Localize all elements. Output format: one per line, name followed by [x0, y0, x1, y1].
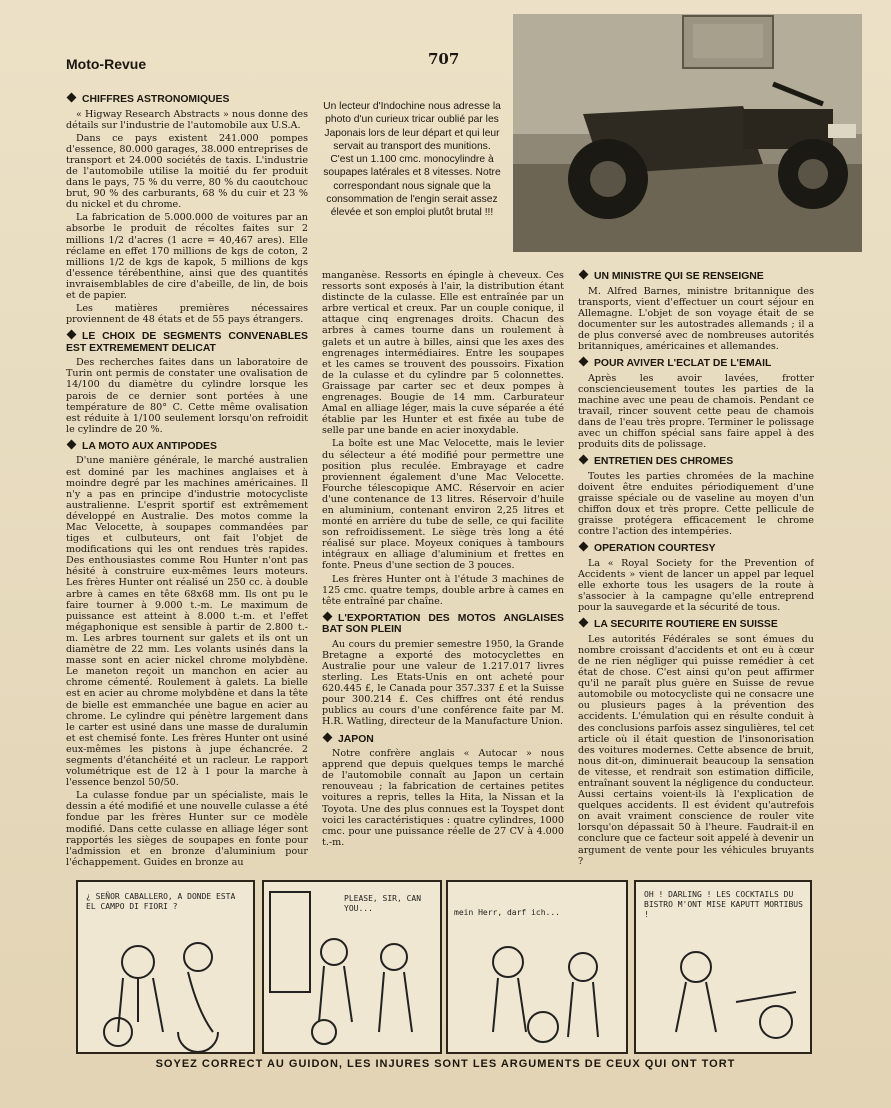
- diamond-icon: [579, 455, 589, 465]
- heading-text: UN MINISTRE QUI SE RENSEIGNE: [594, 271, 764, 282]
- diamond-icon: [67, 439, 77, 449]
- diamond-icon: [323, 611, 333, 621]
- page-number: 707: [428, 50, 460, 68]
- paragraph: Après les avoir lavées, frotter consciencieusement toutes les parties de la machine avec une peau de chamois. Pendant ce travail, rincer souvent cette peau de chamois dans de l'eau très propre. Terminer le polissage avec un chiffon spécial sans faire appel à des produits dits de polissage.: [578, 372, 814, 451]
- paragraph: M. Alfred Barnes, ministre britannique des transports, vient d'effectuer un court séjour en Allemagne. L'objet de son voyage était de se documenter sur les autostrades allemands ; il a de plus conversé avec de nombreuses autorités britanniques, américaines et allemandes.: [578, 285, 814, 352]
- speech-bubble: PLEASE, SIR, CAN YOU...: [344, 894, 422, 913]
- paragraph: manganèse. Ressorts en épingle à cheveux. Ces ressorts sont exposés à l'air, la distribution étant distincte de la culasse. Elle est entraînée par un arbre vertical et creux. Par un couple conique, il attaque cinq engrenages droits. Chacun des arbres à cames tourne dans un roulement à galets et un autre à billes, ainsi que les axes des engrenages intermédiaires. Entre les soupapes et les cames se trouvent des poussoirs. Fixation de la culasse et du cylindre par 5 colonnettes. Graissage par carter sec et deux pompes à engrenages. Bougie de 14 mm. Carburateur Amal en alliage léger, mais la cuve séparée a été établie par les Hunter et est fixée au tube de selle par une bande en acier inoxydable.: [322, 270, 564, 437]
- paragraph: Dans ce pays existent 241.000 pompes d'essence, 80.000 garages, 38.000 entreprises de transport et 24.000 sociétés de taxis. L'industrie de l'automobile utilise la moitié du fer produit dans le pays, 75 % du verre, 80 % du caoutchouc brut, 90 % des carburants, 68 % du cuir et 23 % du nickel et du chrome.: [66, 132, 308, 211]
- footer-slogan: SOYEZ CORRECT AU GUIDON, LES INJURES SONT LES ARGUMENTS DE CEUX QUI ONT TORT: [155, 1058, 736, 1070]
- paragraph: La « Royal Society for the Prevention of Accidents » vient de lancer un appel par lequel elle exhorte tous les usagers de la route à s'associer à la campagne qu'elle entreprend pour la sauvegarde et la sécurité de tous.: [578, 557, 814, 614]
- paragraph: Au cours du premier semestre 1950, la Grande Bretagne a exporté des motocyclettes en Australie pour une valeur de 1.217.017 livres sterling. Les Etats-Unis en ont acheté pour 620.445 £, le Canada pour 357.337 £ et la Suisse pour 300.214 £. Ces chiffres ont été rendus publics au cours d'une conférence faite par M. H.R. Watling, directeur de la Manufacture Union.: [322, 638, 564, 728]
- heading-text: LE CHOIX DE SEGMENTS CONVENABLES EST EXTREMEMENT DELICAT: [66, 331, 308, 354]
- heading-japon: [322, 734, 564, 746]
- speech-bubble: ¿ SEÑOR CABALLERO, A DONDE ESTA EL CAMPO DI FIORI ?: [86, 892, 236, 911]
- heading-chromes: [578, 456, 814, 468]
- diamond-icon: [67, 93, 77, 103]
- cartoon-panel-3: [446, 880, 628, 1054]
- diamond-icon: [579, 357, 589, 367]
- heading-chiffres: [66, 94, 308, 106]
- speech-bubble: mein Herr, darf ich...: [454, 908, 560, 917]
- heading-text: LA SECURITE ROUTIERE EN SUISSE: [594, 619, 778, 631]
- diamond-icon: [323, 732, 333, 742]
- paragraph: Les autorités Fédérales se sont émues du nombre croissant d'accidents et ont eu à cœur de ne rien négliger qui puisse remédier à cet état de chose. C'est ainsi qu'on peut affirmer qu'il ne paraît plus guère en Suisse de revue automobile ou motocycliste qui ne consacre une ou plusieurs pages à la prévention des accidents. L'émulation qui en résulte conduit à des conclusions parfois assez singulières, tel cet article où il était question de l'insonorisation des voitures modernes. Cette absence de bruit, nous dit-on, diminuerait beaucoup la sensation de vitesse, et rendrait son estimation difficile, entraînant souvent la négligence du conducteur. Aussi certains voient-ils là l'explication de quelques accidents. Il est évident qu'autrefois on avait vraiment conscience de rouler vite lorsqu'on dépassait 50 à l'heure. Faudrait-il en conclure que ce facteur soit appelé à devenir un argument de vente pour les véhicules bruyants ?: [578, 633, 814, 867]
- diamond-icon: [579, 542, 589, 552]
- paragraph: Les matières premières nécessaires proviennent de 48 états et de 55 pays étrangers.: [66, 303, 308, 326]
- tricar-photo: [513, 14, 862, 252]
- paragraph: Toutes les parties chromées de la machine doivent être enduites périodiquement d'une graisse spéciale ou de vaseline au moyen d'un chiffon doux et très propre. Cette pellicule de graisse protégera efficacement le chrome contre l'action des intempéries.: [578, 470, 814, 538]
- column-1: [66, 88, 308, 874]
- heading-courtesy: [578, 543, 814, 555]
- column-2: [322, 270, 564, 874]
- cartoon-panel-4: [634, 880, 812, 1054]
- paragraph: La boîte est une Mac Velocette, mais le levier du sélecteur a été modifié pour permettre une position plus reculée. Embrayage et cadre proviennent également d'une Mac Velocette. Fourche télescopique AMC. Réservoir en acier d'une contenance de 13 litres. Réservoir d'huile en aluminium, contenant environ 2,25 litres et monté en arrière du tube de selle, ce qui facilite son refroidissement. Le siège très long a été réalisé sur place. Moyeux coniques à tambours intégraux en alliage d'aluminium et frettes en fonte. Pneus d'une section de 3 pouces.: [322, 438, 564, 572]
- paragraph: La fabrication de 5.000.000 de voitures par an absorbe le produit de récoltes faites sur 2 millions 1/2 d'acres (1 acre = 40,467 ares). Elle réclame en effet 170 millions de kgs de coton, 2 millions 1/2 de kgs de kapok, 5 millions de kgs d'essence térébenthine, ainsi que des quantités invraisemblables de cire d'abeille, de lin, de bois et de papier.: [66, 212, 308, 301]
- heading-text: JAPON: [338, 733, 374, 745]
- photo-caption: Un lecteur d'Indochine nous adresse la photo d'un curieux tricar oublié par les Japonais lors de leur départ et qui leur servait au transport des munitions. C'est un 1.100 cmc. monocylindre à soupapes latérales et 8 vitesses. Notre correspondant nous signale que la consommation de l'engin serait assez élevée et son emploi plutôt brutal !!!: [323, 101, 501, 219]
- magazine-title: Moto-Revue: [66, 56, 147, 72]
- speech-bubble: OH ! DARLING ! LES COCKTAILS DU BISTRO M'ONT MISE KAPUTT MORTIBUS !: [644, 890, 803, 919]
- paragraph: « Higway Research Abstracts » nous donne des détails sur l'industrie de l'automobile aux U.S.A.: [66, 108, 308, 131]
- heading-text: OPERATION COURTESY: [594, 543, 716, 555]
- paragraph: D'une manière générale, le marché australien est dominé par les machines anglaises et à moindre degré par les machines américaines. Il n'y a pas en principe d'industrie motocycliste australienne. L'esprit sportif est extrêmement développé en Australie. Des motos comme la Mac Velocette, à soupapes commandées par tiges et culbuteurs, ont fait l'objet de modifications qui les ont rendues très rapides. Des enthousiastes comme Rou Hunter n'ont pas hésité à construire eux-mêmes leurs moteurs. Les frères Hunter ont réalisé un 250 cc. à double arbre à cames en tête 68x68 mm. Ils ont pu le faire tourner à 9.000 t.-m. Le maximum de puissance est atteint à 8.000 t.-m. et l'effet mégaphonique est sensible à partir de 2.800 t.-m. Les arbres tournent sur galets et ils ont un diamètre de 22 mm. Les volants usinés dans la masse sont en acier nickel chrome molybdène. Le maneton reçoit un manchon en acier au chrome cémenté. Roulement à galets. La bielle est en acier au chrome molybdène et dans la tête de bielle est emmanchée une bague en acier au chrome. Le cylindre qui pénètre largement dans le carter est usiné dans une masse de duralumin et est chemisé fonte. Les frères Hunter ont usiné eux-mêmes les pistons à jupe échancrée. 2 segments d'étanchéité et un racleur. Le rapport volumétrique est de 12 à 1 pour la marche à l'essence benzol 50/50.: [66, 455, 308, 789]
- paragraph: Des recherches faites dans un laboratoire de Turin ont permis de constater une ovalisation de 14/100 du diamètre du cylindre lorsque les parois de ce dernier sont portées à une température de 80° C. Cette même ovalisation est réduite à 1/100 seulement lorsqu'on refroidit le cylindre de 20 %.: [66, 357, 308, 435]
- cartoon-panel-1: [76, 880, 255, 1054]
- heading-antipodes: [66, 441, 308, 453]
- heading-suisse: [578, 619, 814, 631]
- column-3: [578, 265, 814, 874]
- paragraph: Les frères Hunter ont à l'étude 3 machines de 125 cmc. quatre temps, double arbre à cames en tête entraîné par chaîne.: [322, 573, 564, 607]
- diamond-icon: [579, 270, 589, 280]
- heading-ministre: [578, 271, 814, 283]
- heading-exportation: [322, 613, 564, 636]
- diamond-icon: [579, 618, 589, 628]
- cartoon-panel-2: [262, 880, 442, 1054]
- heading-text: POUR AVIVER L'ECLAT DE L'EMAIL: [594, 358, 772, 370]
- heading-text: CHIFFRES ASTRONOMIQUES: [82, 94, 230, 105]
- paragraph: Notre confrère anglais « Autocar » nous apprend que depuis quelques temps le marché de l'automobile connaît au Japon un certain renouveau ; la fabrication de certaines petites voitures a repris, telles la Hita, la Nissan et la Toyota. Une des plus connues est la Toyspet dont voici les caractéristiques : quatre cylindres, 1000 cmc. pour une puissance réelle de 27 CV à 4.000 t.-m.: [322, 748, 564, 848]
- diamond-icon: [67, 330, 77, 340]
- heading-text: ENTRETIEN DES CHROMES: [594, 456, 734, 468]
- heading-text: LA MOTO AUX ANTIPODES: [82, 440, 217, 452]
- heading-segments: [66, 331, 308, 354]
- paragraph: La culasse fondue par un spécialiste, mais le dessin a été modifié et une nouvelle culasse a été fondue par les frères Hunter sur ce modèle modifié. Dans cette culasse en alliage léger sont rapportés les sièges de soupapes en fonte pour l'admission et en bronze d'aluminium pour l'échappement. Guides en bronze au: [66, 790, 308, 868]
- tricar-illustration: [513, 14, 862, 252]
- heading-text: L'EXPORTATION DES MOTOS ANGLAISES BAT SON PLEIN: [322, 612, 564, 636]
- heading-email: [578, 358, 814, 370]
